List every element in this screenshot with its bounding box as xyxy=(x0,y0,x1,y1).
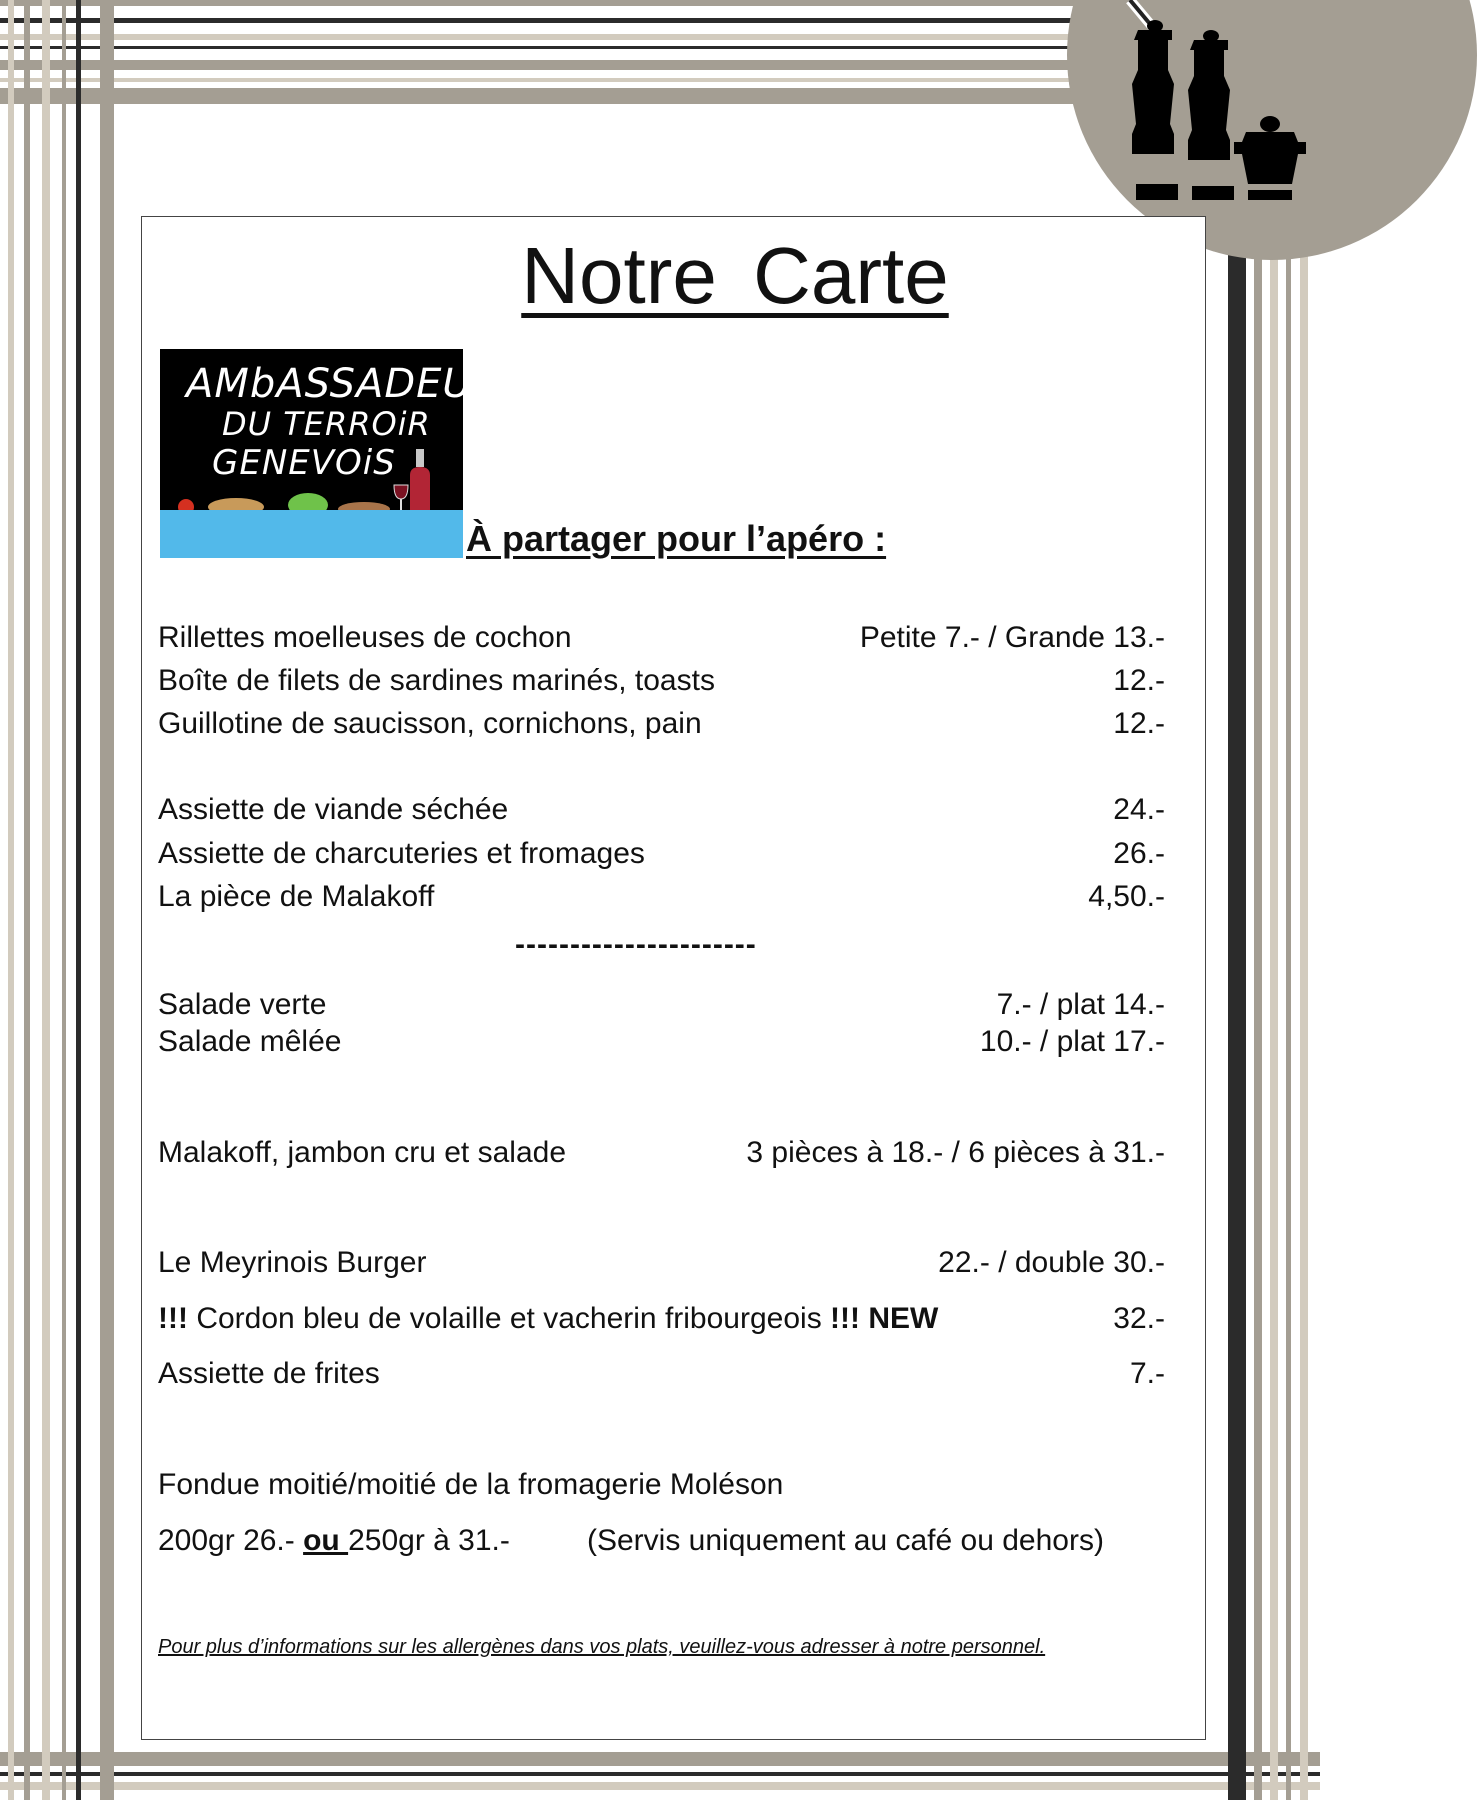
menu-item-name: La pièce de Malakoff xyxy=(158,880,435,913)
fondue-size-small: 200gr 26.- xyxy=(158,1524,304,1557)
menu-item-name: Guillotine de saucisson, cornichons, pain xyxy=(158,707,702,740)
fondue-note: (Servis uniquement au café ou dehors) xyxy=(587,1524,1104,1557)
ambassadeur-terroir-logo xyxy=(160,349,502,558)
menu-item-name: Assiette de viande séchée xyxy=(158,793,509,826)
menu-item-price: 10.- / plat 17.- xyxy=(979,1025,1165,1058)
cordon-bleu-name: Cordon bleu de volaille et vacherin fribourgeois xyxy=(187,1302,831,1335)
pepper-mill-icon xyxy=(1110,0,1350,210)
menu-item-name: Assiette de frites xyxy=(158,1357,380,1390)
menu-item-price: 12.- xyxy=(1113,664,1165,697)
menu-item-name: Rillettes moelleuses de cochon xyxy=(158,621,572,654)
menu-item-price: 22.- / double 30.- xyxy=(938,1246,1165,1279)
menu-item-price: 32.- xyxy=(1113,1302,1165,1335)
menu-item-price: 4,50.- xyxy=(1088,880,1165,913)
logo-line-1: AMbASSADEUR xyxy=(186,361,502,407)
menu-item-name: Salade verte xyxy=(158,988,327,1021)
logo-water xyxy=(160,510,463,558)
menu-item-name: Boîte de filets de sardines marinés, toasts xyxy=(158,664,715,697)
fondue-size-large: 250gr à 31.- xyxy=(348,1524,510,1557)
cordon-bleu-item xyxy=(158,1302,938,1336)
fondue-or: ou xyxy=(303,1524,349,1557)
page-title: Notre Carte xyxy=(521,231,949,320)
menu-item-price: 12.- xyxy=(1113,707,1165,740)
exclamation-marks: !!! xyxy=(830,1302,861,1335)
section-title: À partager pour l’apéro : xyxy=(466,518,887,559)
exclamation-marks: !!! xyxy=(158,1302,188,1335)
menu-item-name: Assiette de charcuteries et fromages xyxy=(158,837,645,870)
menu-item-price: 26.- xyxy=(1113,837,1165,870)
fondue-sizes xyxy=(158,1524,510,1558)
menu-item-price: 7.- / plat 14.- xyxy=(996,988,1165,1021)
separator: ---------------------- xyxy=(515,928,757,961)
menu-item-price: Petite 7.- / Grande 13.- xyxy=(859,621,1165,654)
menu-item-name: Le Meyrinois Burger xyxy=(158,1246,427,1279)
logo-line-2: DU TERROiR xyxy=(222,405,431,443)
allergen-disclaimer: Pour plus d’informations sur les allergènes dans vos plats, veuillez-vous adresser à notre personnel. xyxy=(158,1636,1046,1658)
menu-item-name: Salade mêlée xyxy=(158,1025,342,1058)
menu-item-price: 3 pièces à 18.- / 6 pièces à 31.- xyxy=(746,1136,1165,1169)
menu-item-name: Malakoff, jambon cru et salade xyxy=(158,1136,567,1169)
new-badge: NEW xyxy=(860,1302,939,1335)
menu-item-price: 7.- xyxy=(1129,1357,1165,1390)
menu-item-price: 24.- xyxy=(1113,793,1165,826)
logo-line-3: GENEVOiS xyxy=(212,443,396,483)
fondue-title: Fondue moitié/moitié de la fromagerie Moléson xyxy=(158,1468,784,1501)
